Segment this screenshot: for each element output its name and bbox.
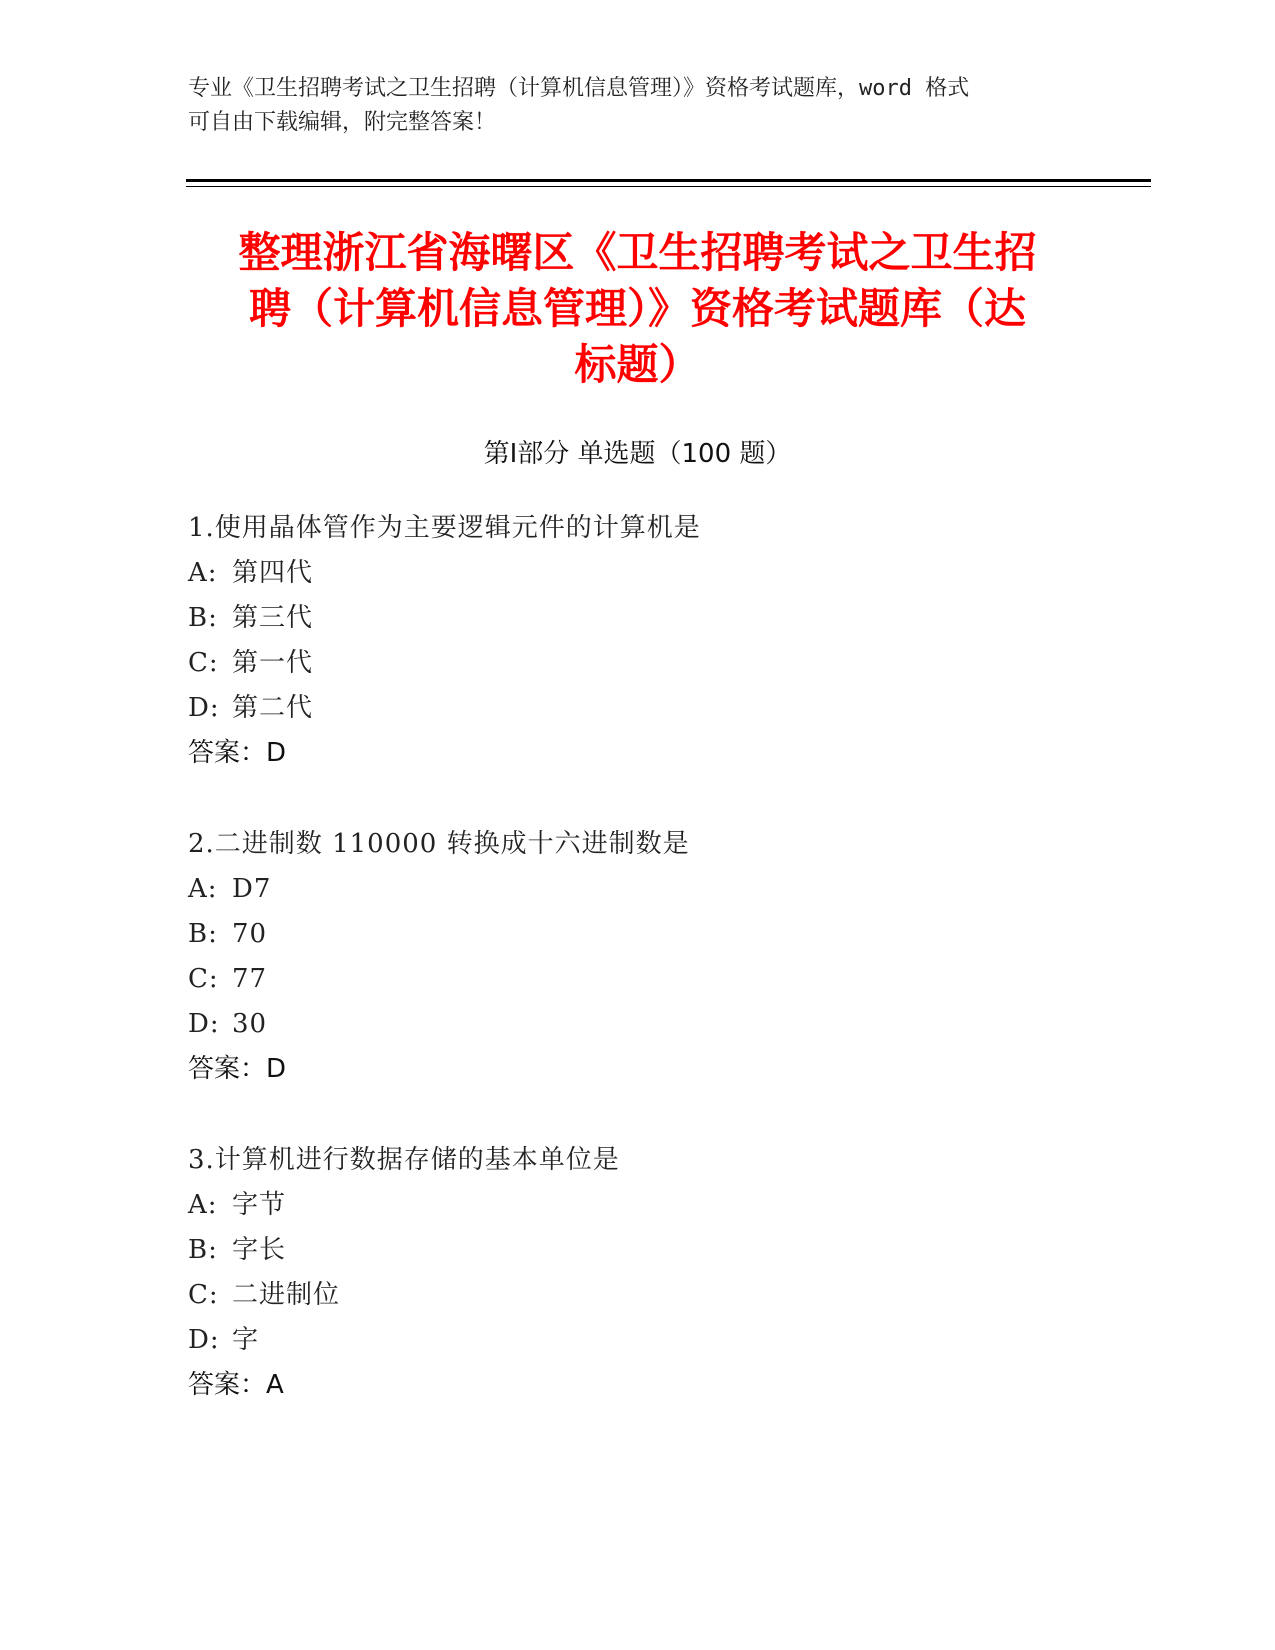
option-key: A: — [188, 1190, 218, 1220]
option-key: C: — [188, 964, 219, 994]
option-text: 二进制位 — [232, 1280, 341, 1310]
option-b — [188, 912, 1088, 957]
option-key: A: — [188, 558, 218, 588]
question-3 — [188, 1138, 1088, 1408]
question-stem: 1.使用晶体管作为主要逻辑元件的计算机是 — [188, 513, 701, 543]
section-heading: 第Ⅰ部分 单选题（100 题） — [483, 439, 792, 469]
header-note — [188, 72, 1068, 140]
option-text: 77 — [232, 964, 268, 994]
document-title-line-2: 聘（计算机信息管理）》资格考试题库（达 — [248, 284, 1026, 333]
answer: 答案：D — [188, 1054, 287, 1084]
option-text: 第一代 — [232, 648, 314, 678]
option-key: D: — [188, 1009, 220, 1039]
option-text: 第二代 — [232, 693, 314, 723]
option-a — [188, 867, 1088, 912]
option-d — [188, 686, 1088, 731]
header-divider-thick — [186, 179, 1151, 182]
option-key: C: — [188, 1280, 219, 1310]
question-2 — [188, 822, 1088, 1092]
option-key: C: — [188, 648, 219, 678]
header-note-line-1: 专业《卫生招聘考试之卫生招聘（计算机信息管理）》资格考试题库，word 格式 — [188, 76, 970, 101]
option-b — [188, 1228, 1088, 1273]
option-key: D: — [188, 693, 220, 723]
option-key: A: — [188, 874, 218, 904]
option-c — [188, 1273, 1088, 1318]
option-c — [188, 641, 1088, 686]
option-text: 字 — [232, 1325, 260, 1355]
option-d — [188, 1318, 1088, 1363]
option-text: 70 — [232, 919, 268, 949]
document-title-line-3: 标题） — [574, 340, 701, 389]
option-text: 30 — [232, 1009, 268, 1039]
option-key: B: — [188, 919, 218, 949]
option-text: 字节 — [232, 1190, 287, 1220]
option-a — [188, 551, 1088, 596]
option-d — [188, 1002, 1088, 1047]
answer: 答案：D — [188, 738, 287, 768]
question-stem: 2.二进制数 110000 转换成十六进制数是 — [188, 829, 690, 859]
option-text: 第三代 — [232, 603, 314, 633]
option-text: D7 — [232, 874, 272, 904]
option-key: B: — [188, 1235, 218, 1265]
option-key: B: — [188, 603, 218, 633]
option-c — [188, 957, 1088, 1002]
answer: 答案：A — [188, 1370, 284, 1400]
option-key: D: — [188, 1325, 220, 1355]
header-note-line-2: 可自由下载编辑，附完整答案！ — [188, 110, 497, 135]
document-title — [195, 225, 1080, 393]
option-a — [188, 1183, 1088, 1228]
option-text: 第四代 — [232, 558, 314, 588]
document-title-line-1: 整理浙江省海曙区《卫生招聘考试之卫生招 — [238, 228, 1037, 277]
header-divider-thin — [186, 186, 1151, 187]
option-text: 字长 — [232, 1235, 287, 1265]
option-b — [188, 596, 1088, 641]
question-stem: 3.计算机进行数据存储的基本单位是 — [188, 1145, 620, 1175]
question-1 — [188, 506, 1088, 776]
